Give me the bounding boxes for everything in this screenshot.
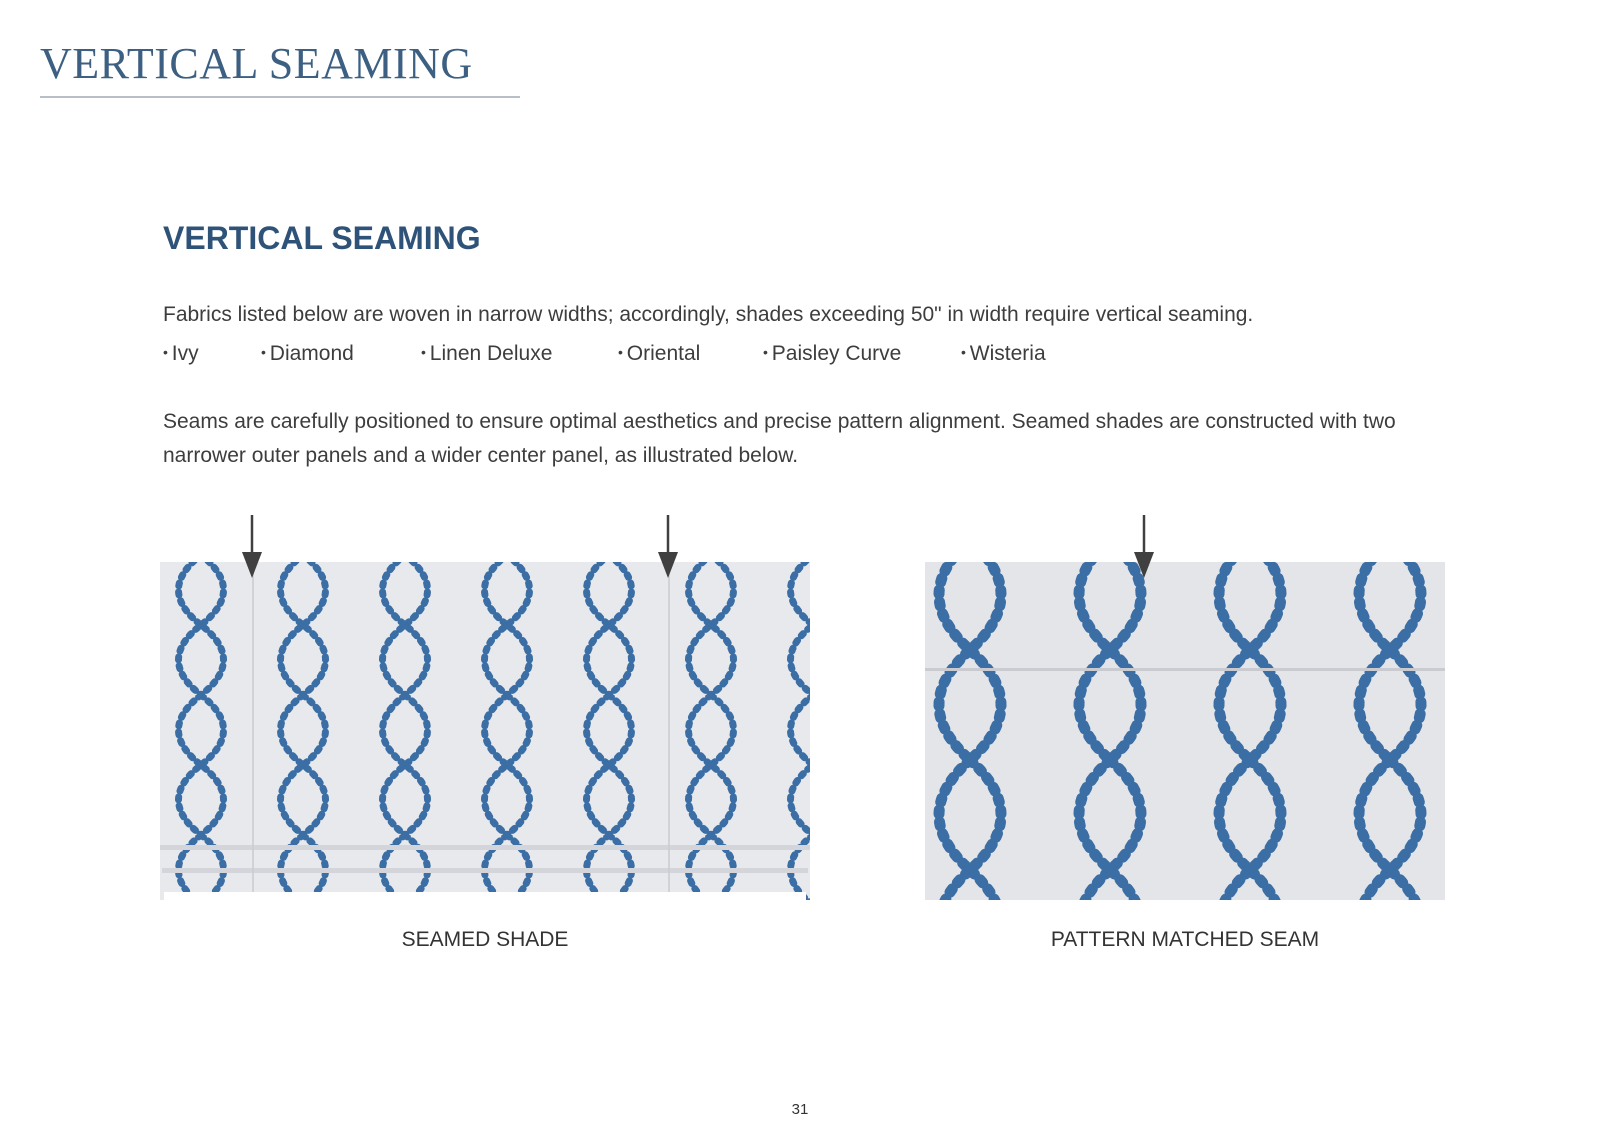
body-text: Seams are carefully positioned to ensure optimal aesthetics and precise pattern alignment. Seamed shades are constructed with two narrower outer panels and a wider center panel, as illustrated below.: [163, 410, 1396, 467]
fabric-item: • Diamond: [261, 342, 354, 366]
shade-bottom: [164, 892, 806, 900]
fabric-item: • Ivy: [163, 342, 199, 366]
page-number: 31: [791, 1101, 809, 1118]
shade-fold: [160, 845, 810, 850]
seamed-shade-caption: SEAMED SHADE: [401, 928, 569, 951]
header-rule: [40, 96, 520, 98]
header-title: VERTICAL SEAMING: [40, 39, 473, 88]
section-title: VERTICAL SEAMING: [163, 220, 481, 256]
pattern-matched-illustration: [925, 500, 1445, 905]
seam-line: [925, 668, 1445, 671]
seamed-shade-illustration: [160, 500, 820, 900]
seamed-shade-figure: [160, 500, 820, 900]
fabric-item: • Oriental: [618, 342, 700, 366]
fabric-item: • Linen Deluxe: [421, 342, 552, 366]
intro-text: Fabrics listed below are woven in narrow widths; accordingly, shades exceeding 50" in width require vertical seaming.: [163, 303, 1254, 326]
fabric-closeup: [925, 562, 1445, 900]
fabric-item: • Wisteria: [961, 342, 1046, 366]
fabric-item: • Paisley Curve: [763, 342, 901, 366]
pattern-matched-caption: PATTERN MATCHED SEAM: [1050, 928, 1320, 951]
pattern-matched-figure: [925, 500, 1445, 905]
shade-fold: [162, 868, 808, 873]
